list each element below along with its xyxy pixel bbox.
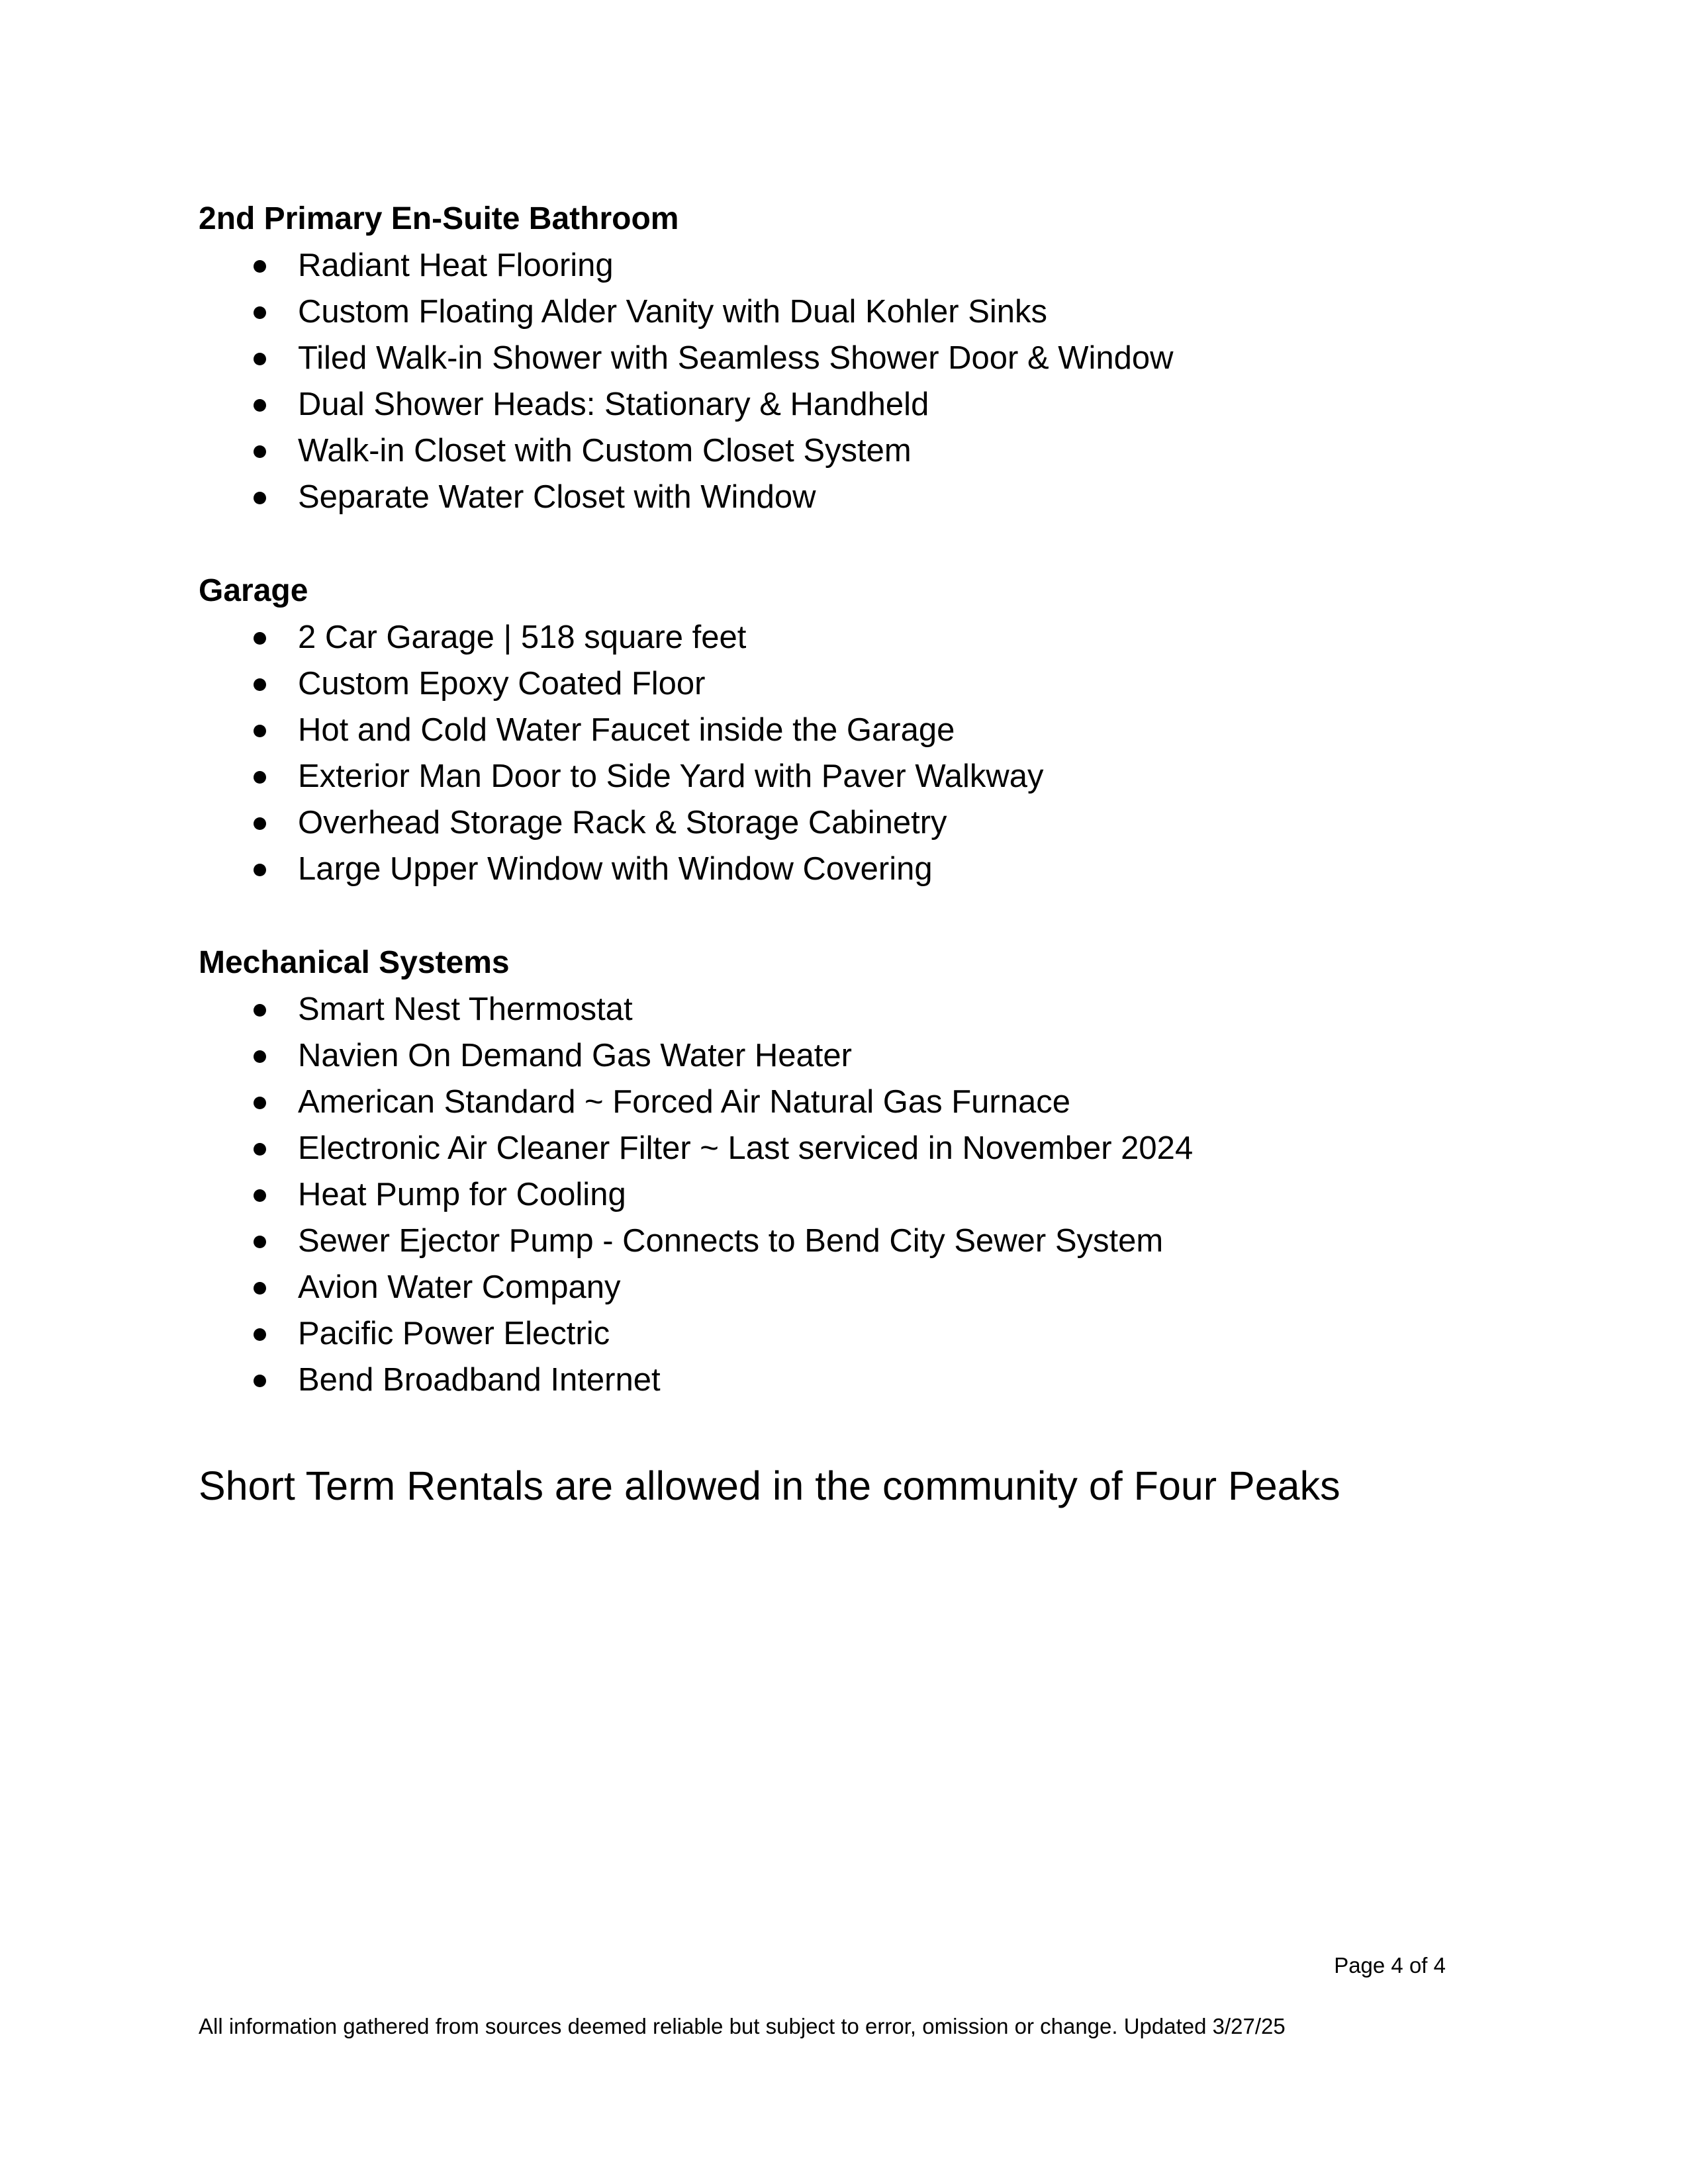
section-heading: 2nd Primary En-Suite Bathroom bbox=[199, 201, 679, 236]
list-item bbox=[199, 707, 1523, 753]
list-item bbox=[199, 660, 1523, 707]
list-item bbox=[199, 474, 1523, 520]
bullet-icon bbox=[254, 353, 266, 365]
list-item bbox=[199, 1357, 1523, 1403]
list-item-text: Walk-in Closet with Custom Closet System bbox=[298, 433, 912, 469]
list-item bbox=[199, 1032, 1523, 1079]
list-item-text: Avion Water Company bbox=[298, 1269, 621, 1305]
list-item bbox=[199, 614, 1523, 660]
bullet-icon bbox=[254, 1143, 266, 1156]
bullet-list bbox=[199, 986, 1523, 1403]
list-item-text: Pacific Power Electric bbox=[298, 1316, 610, 1351]
list-item bbox=[199, 335, 1523, 381]
bullet-icon bbox=[254, 492, 266, 504]
bullet-list bbox=[199, 614, 1523, 892]
bullet-icon bbox=[254, 445, 266, 458]
list-item-text: Navien On Demand Gas Water Heater bbox=[298, 1038, 852, 1073]
bullet-icon bbox=[254, 817, 266, 830]
list-item bbox=[199, 1264, 1523, 1310]
list-item bbox=[199, 1079, 1523, 1125]
list-item-text: Custom Floating Alder Vanity with Dual Kohler Sinks bbox=[298, 294, 1048, 330]
bullet-icon bbox=[254, 1328, 266, 1341]
list-item-text: Custom Epoxy Coated Floor bbox=[298, 666, 706, 702]
bullet-icon bbox=[254, 632, 266, 645]
footer-disclaimer: All information gathered from sources deemed reliable but subject to error, omission or change. Updated 3/27/25 bbox=[199, 2014, 1286, 2038]
list-item-text: Large Upper Window with Window Covering bbox=[298, 851, 933, 887]
list-item bbox=[199, 242, 1523, 289]
bullet-icon bbox=[254, 1050, 266, 1063]
bullet-icon bbox=[254, 725, 266, 737]
list-item-text: Sewer Ejector Pump - Connects to Bend City Sewer System bbox=[298, 1223, 1164, 1259]
list-item-text: Separate Water Closet with Window bbox=[298, 479, 816, 515]
list-item-text: 2 Car Garage | 518 square feet bbox=[298, 619, 747, 655]
list-item bbox=[199, 1218, 1523, 1264]
bullet-icon bbox=[254, 1375, 266, 1387]
list-item-text: Bend Broadband Internet bbox=[298, 1362, 661, 1398]
section-heading: Garage bbox=[199, 573, 308, 608]
bullet-icon bbox=[254, 771, 266, 784]
bullet-icon bbox=[254, 260, 266, 273]
section-heading: Mechanical Systems bbox=[199, 945, 510, 980]
list-item bbox=[199, 1310, 1523, 1357]
list-item-text: Heat Pump for Cooling bbox=[298, 1177, 626, 1212]
list-item bbox=[199, 1171, 1523, 1218]
list-item bbox=[199, 753, 1523, 799]
bullet-icon bbox=[254, 1282, 266, 1295]
list-item-text: Dual Shower Heads: Stationary & Handheld bbox=[298, 387, 929, 422]
list-item-text: Tiled Walk-in Shower with Seamless Shower Door & Window bbox=[298, 340, 1174, 376]
list-item-text: Radiant Heat Flooring bbox=[298, 248, 614, 283]
list-item-text: Smart Nest Thermostat bbox=[298, 991, 633, 1027]
list-item bbox=[199, 289, 1523, 335]
page-number: Page 4 of 4 bbox=[1334, 1953, 1446, 1978]
list-item-text: Hot and Cold Water Faucet inside the Garage bbox=[298, 712, 955, 748]
list-item bbox=[199, 1125, 1523, 1171]
short-term-rental-note: Short Term Rentals are allowed in the community of Four Peaks bbox=[199, 1463, 1340, 1508]
list-item bbox=[199, 986, 1523, 1032]
list-item bbox=[199, 799, 1523, 846]
bullet-icon bbox=[254, 1236, 266, 1248]
bullet-icon bbox=[254, 1189, 266, 1202]
feature-list-content bbox=[199, 196, 1523, 1451]
bullet-icon bbox=[254, 864, 266, 876]
bullet-icon bbox=[254, 1004, 266, 1017]
list-item bbox=[199, 428, 1523, 474]
bullet-icon bbox=[254, 306, 266, 319]
section-bathroom bbox=[199, 196, 1523, 520]
list-item-text: Exterior Man Door to Side Yard with Paver Walkway bbox=[298, 758, 1044, 794]
list-item-text: American Standard ~ Forced Air Natural Gas Furnace bbox=[298, 1084, 1071, 1120]
bullet-icon bbox=[254, 1097, 266, 1109]
section-mechanical-systems bbox=[199, 940, 1523, 1403]
list-item-text: Electronic Air Cleaner Filter ~ Last serviced in November 2024 bbox=[298, 1130, 1194, 1166]
section-garage bbox=[199, 568, 1523, 892]
list-item-text: Overhead Storage Rack & Storage Cabinetry bbox=[298, 805, 947, 841]
list-item bbox=[199, 846, 1523, 892]
list-item bbox=[199, 381, 1523, 428]
bullet-icon bbox=[254, 678, 266, 691]
bullet-icon bbox=[254, 399, 266, 412]
bullet-list bbox=[199, 242, 1523, 520]
